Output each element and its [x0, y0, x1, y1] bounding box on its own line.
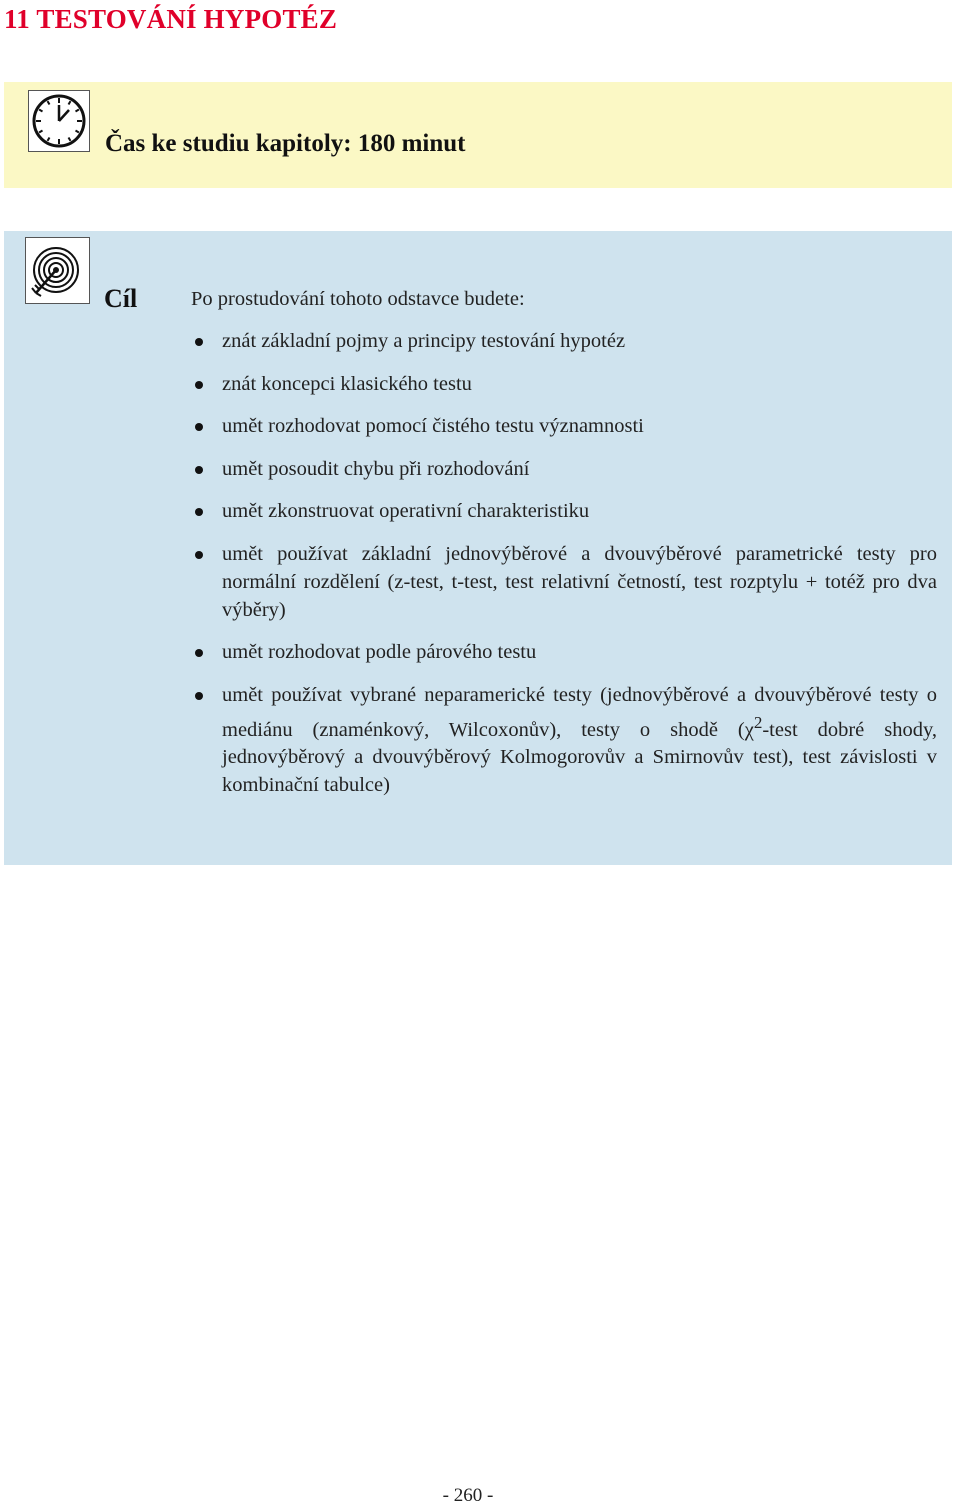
- goal-item-text: umět rozhodovat pomocí čistého testu významnosti: [222, 415, 644, 437]
- goal-item: [192, 681, 937, 800]
- goal-item-text: znát koncepci klasického testu: [222, 372, 472, 395]
- goal-item: [192, 370, 937, 398]
- goal-item: [192, 327, 937, 355]
- bullet-icon: [195, 338, 203, 346]
- bullet-icon: [195, 649, 203, 657]
- goal-item-text-start: umět používat vybrané neparamerické testy (jednovýběrové a dvouvýběrové testy o mediánu (znaménkový, Wilcoxonův), testy o shodě (χ: [222, 683, 937, 741]
- bullet-icon: [195, 466, 203, 474]
- goal-item: [192, 497, 937, 525]
- goal-item-text-end: -test dobré shody, jednovýběrový a dvouvýběrový Kolmogorovův a Smirnovův test), test závislosti v kombinační tabulce): [222, 718, 937, 797]
- bullet-icon: [195, 423, 203, 431]
- clock-icon: [28, 90, 90, 152]
- target-icon: [25, 237, 90, 304]
- goal-item: [192, 540, 937, 624]
- goal-item-text: umět rozhodovat podle párového testu: [222, 641, 537, 663]
- goal-item-text: umět používat základní jednovýběrové a dvouvýběrové parametrické testy pro normální rozdělení (z-test, t-test, test relativní četností, test rozptylu + totéž pro dva výběry): [222, 542, 937, 621]
- goal-item-text: umět posoudit chybu při rozhodování: [222, 457, 530, 480]
- goal-box: [4, 231, 952, 865]
- goal-item: [192, 455, 937, 483]
- study-time-text: Čas ke studiu kapitoly: 180 minut: [105, 130, 466, 157]
- goal-item: [192, 638, 937, 666]
- chapter-title: 11 TESTOVÁNÍ HYPOTÉZ: [4, 4, 338, 34]
- goal-item: [192, 412, 937, 440]
- goal-list: [192, 327, 937, 814]
- bullet-icon: [195, 551, 203, 559]
- study-time-box: [4, 82, 952, 188]
- bullet-icon: [195, 692, 203, 700]
- goal-item-text: umět zkonstruovat operativní charakteristiku: [222, 500, 590, 522]
- goal-intro: Po prostudování tohoto odstavce budete:: [191, 288, 525, 310]
- goal-item-text: znát základní pojmy a principy testování hypotéz: [222, 330, 626, 352]
- bullet-icon: [195, 508, 203, 516]
- bullet-icon: [195, 381, 203, 389]
- page-number: - 260 -: [442, 1485, 494, 1506]
- goal-item-superscript: 2: [753, 712, 763, 732]
- goal-label: Cíl: [104, 284, 138, 313]
